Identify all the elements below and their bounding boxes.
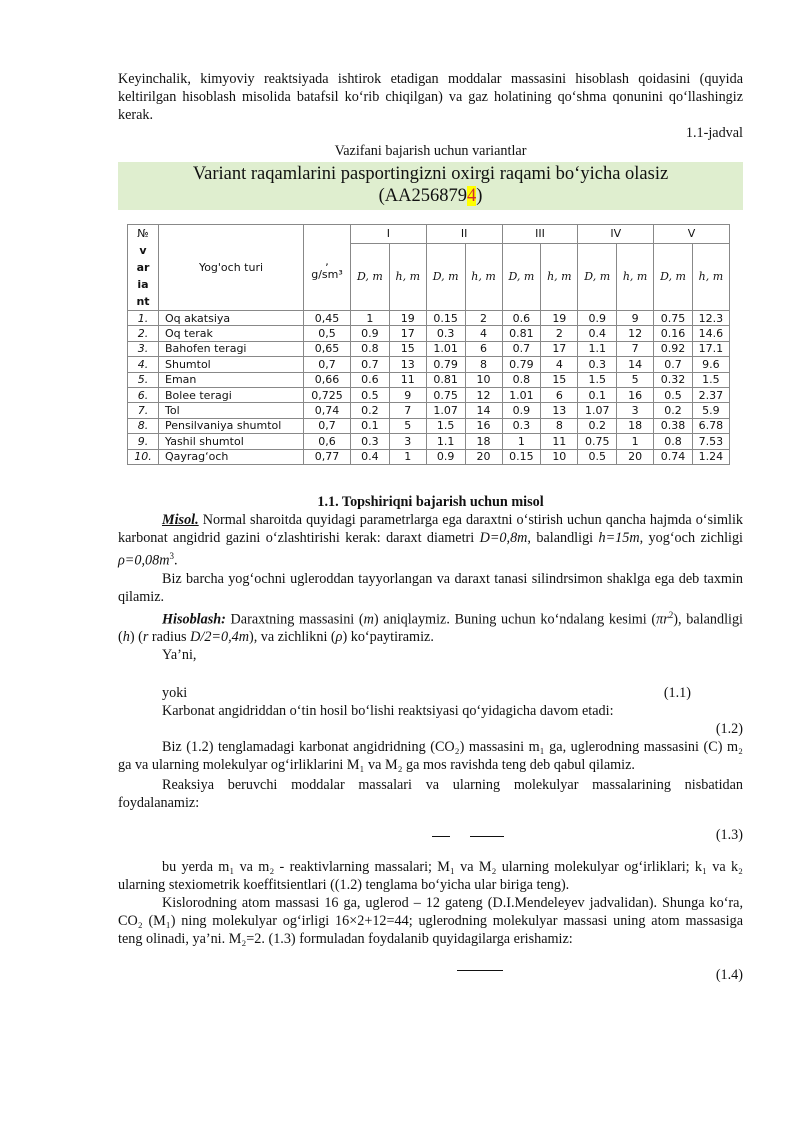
row-number: 4. [128, 357, 159, 372]
diameter-cell: 1 [351, 311, 390, 326]
table-caption: Vazifani bajarish uchun variantlar [334, 143, 527, 159]
table-row [128, 449, 730, 464]
diameter-cell: 0.79 [426, 357, 465, 372]
diameter-cell: 0.16 [654, 326, 693, 341]
height-cell: 16 [465, 418, 502, 433]
header-group-3: III [502, 225, 578, 244]
height-cell: 2 [465, 311, 502, 326]
density-cell: 0,45 [304, 311, 351, 326]
height-cell: 10 [465, 372, 502, 387]
height-cell: 20 [617, 449, 654, 464]
diameter-cell: 0.6 [502, 311, 541, 326]
diameter-cell: 0.8 [351, 341, 390, 356]
diameter-cell: 0.9 [351, 326, 390, 341]
wood-type-cell: Bahofen teragi [159, 341, 304, 356]
height-cell: 8 [465, 357, 502, 372]
height-cell: 6.78 [692, 418, 729, 433]
height-cell: 7.53 [692, 434, 729, 449]
yani-line: Ya’ni, [162, 647, 197, 664]
height-cell: 7 [389, 403, 426, 418]
fraction-bar [470, 836, 504, 837]
header-h: h, m [541, 243, 578, 310]
row-number: 9. [128, 434, 159, 449]
height-cell: 5 [389, 418, 426, 433]
intro-paragraph: Keyinchalik, kimyoviy reaktsiyada ishtirok etadigan moddalar massasini hisoblash qoidasini (quyida keltirilgan hisoblash misolida batafsil ko‘rib chiqilgan) va gaz holatining qo‘shma qonunini qo‘llashingiz kerak. [118, 71, 743, 123]
diameter-cell: 0.8 [654, 434, 693, 449]
table-row [128, 418, 730, 433]
wood-type-cell: Shumtol [159, 357, 304, 372]
diameter-cell: 1.1 [578, 341, 617, 356]
diameter-cell: 0.3 [426, 326, 465, 341]
diameter-cell: 0.5 [654, 387, 693, 402]
header-wood-type: Yog'och turi [159, 225, 304, 311]
equation-number-1: (1.1) [663, 685, 691, 702]
diameter-cell: 0.2 [578, 418, 617, 433]
table-row [128, 341, 730, 356]
diameter-cell: 0.5 [351, 387, 390, 402]
diameter-cell: 0.9 [502, 403, 541, 418]
diameter-cell: 0.81 [502, 326, 541, 341]
equation-number-3: (1.3) [715, 827, 743, 844]
assumption-paragraph: Biz barcha yog‘ochni ugleroddan tayyorlangan va daraxt tanasi silindrsimon shaklga ega deb taxmin qilamiz. [118, 570, 743, 605]
row-number: 1. [128, 311, 159, 326]
diameter-cell: 1.01 [502, 387, 541, 402]
height-cell: 16 [617, 387, 654, 402]
height-cell: 17 [389, 326, 426, 341]
height-cell: 9 [389, 387, 426, 402]
header-h: h, m [692, 243, 729, 310]
header-D: D, m [578, 243, 617, 310]
row-number: 10. [128, 449, 159, 464]
variant-banner [118, 162, 743, 210]
table-row [128, 326, 730, 341]
reaction-ratio-paragraph: Reaksiya beruvchi moddalar massalari va ularning molekulyar massalarining nisbatidan foydalanamiz: [118, 777, 743, 812]
diameter-cell: 0.92 [654, 341, 693, 356]
height-cell: 1 [617, 434, 654, 449]
wood-type-cell: Oq terak [159, 326, 304, 341]
diameter-cell: 0.75 [578, 434, 617, 449]
header-h: h, m [465, 243, 502, 310]
table-row [128, 387, 730, 402]
diameter-cell: 0.32 [654, 372, 693, 387]
height-cell: 10 [541, 449, 578, 464]
height-cell: 4 [465, 326, 502, 341]
atomic-mass-paragraph: Kislorodning atom massasi 16 ga, uglerod – 12 gateng (D.I.Mendeleyev jadvalidan). Shunga ko‘ra, CO₂ (M₁) ning molekulyar og‘irligi 16×2+12=44; uglerodning molekulyar massasi uning atom massasiga teng olinadi, ya’ni. M₂=2. (1.3) formuladan foydalanib quyidagilarga erishamiz: [118, 895, 743, 948]
header-D: D, m [351, 243, 390, 310]
height-cell: 3 [617, 403, 654, 418]
density-cell: 0,74 [304, 403, 351, 418]
calculation-paragraph: Hisoblash: Daraxtning massasini (m) aniqlaymiz. Buning uchun ko‘ndalang kesimi $(\pi r^2)$, balandligi (h) (r radius D/2=0,4m), va zichlikni (ρ) ko‘paytiramiz. [118, 609, 743, 646]
banner-line1: Variant raqamlarini pasportingizni oxirgi raqami bo‘yicha olasiz [192, 164, 669, 184]
diameter-cell: 0.1 [351, 418, 390, 433]
diameter-cell: 0.7 [502, 341, 541, 356]
height-cell: 1.24 [692, 449, 729, 464]
formula-1-row [118, 684, 743, 702]
height-cell: 14 [617, 357, 654, 372]
table-row [128, 434, 730, 449]
height-cell: 6 [465, 341, 502, 356]
height-cell: 15 [541, 372, 578, 387]
height-cell: 14.6 [692, 326, 729, 341]
misol-paragraph: Misol. Normal sharoitda quyidagi parametrlarga ega daraxtni o‘stirish uchun qancha hajmda o‘simlik karbonat angidrid gazini o‘zlashtirishi kerak: daraxt diametri D=0,8m, balandligi h=15m, yog‘och zichligi $\rho=0,08m^3$. [118, 511, 743, 569]
table-row [128, 311, 730, 326]
equation-number-4: (1.4) [715, 967, 743, 984]
diameter-cell: 1.01 [426, 341, 465, 356]
diameter-cell: 0.9 [578, 311, 617, 326]
equation-number-2: (1.2) [715, 721, 743, 738]
height-cell: 11 [541, 434, 578, 449]
height-cell: 20 [465, 449, 502, 464]
height-cell: 17 [541, 341, 578, 356]
header-group-1: I [351, 225, 427, 244]
diameter-cell: 0.3 [502, 418, 541, 433]
diameter-cell: 0.38 [654, 418, 693, 433]
height-cell: 13 [541, 403, 578, 418]
height-cell: 18 [617, 418, 654, 433]
wood-type-cell: Eman [159, 372, 304, 387]
diameter-cell: 0.15 [426, 311, 465, 326]
yoki-label: yoki [162, 685, 188, 702]
diameter-cell: 0.8 [502, 372, 541, 387]
diameter-cell: 0.15 [502, 449, 541, 464]
header-density: , g/sm³ [304, 225, 351, 311]
wood-type-cell: Pensilvaniya shumtol [159, 418, 304, 433]
height-cell: 17.1 [692, 341, 729, 356]
row-number: 7. [128, 403, 159, 418]
diameter-cell: 0.2 [351, 403, 390, 418]
header-variant-number: № v ar ia nt [128, 225, 159, 311]
table-label: 1.1-jadval [685, 125, 743, 141]
wood-type-cell: Qayrag‘och [159, 449, 304, 464]
diameter-cell: 0.9 [426, 449, 465, 464]
density-cell: 0,7 [304, 357, 351, 372]
density-cell: 0,77 [304, 449, 351, 464]
diameter-cell: 0.75 [426, 387, 465, 402]
table-body [128, 311, 730, 465]
density-cell: 0,6 [304, 434, 351, 449]
table-row [128, 403, 730, 418]
height-cell: 3 [389, 434, 426, 449]
diameter-cell: 1.5 [578, 372, 617, 387]
row-number: 5. [128, 372, 159, 387]
height-cell: 5 [617, 372, 654, 387]
wood-type-cell: Bolee teragi [159, 387, 304, 402]
height-cell: 12 [617, 326, 654, 341]
density-cell: 0,7 [304, 418, 351, 433]
height-cell: 2.37 [692, 387, 729, 402]
table-row [128, 372, 730, 387]
wood-type-cell: Yashil shumtol [159, 434, 304, 449]
height-cell: 6 [541, 387, 578, 402]
diameter-cell: 1.07 [426, 403, 465, 418]
section-title: 1.1. Topshiriqni bajarish uchun misol [317, 493, 544, 510]
diameter-cell: 0.7 [351, 357, 390, 372]
formula-4-fraction [118, 960, 503, 984]
height-cell: 1.5 [692, 372, 729, 387]
document-page [118, 70, 743, 984]
height-cell: 12 [465, 387, 502, 402]
diameter-cell: 0.81 [426, 372, 465, 387]
height-cell: 2 [541, 326, 578, 341]
density-cell: 0,5 [304, 326, 351, 341]
wood-type-cell: Oq akatsiya [159, 311, 304, 326]
height-cell: 19 [541, 311, 578, 326]
diameter-cell: 1.1 [426, 434, 465, 449]
diameter-cell: 1.07 [578, 403, 617, 418]
header-h: h, m [389, 243, 426, 310]
diameter-cell: 0.75 [654, 311, 693, 326]
variants-table [127, 224, 730, 465]
row-number: 2. [128, 326, 159, 341]
height-cell: 14 [465, 403, 502, 418]
height-cell: 7 [617, 341, 654, 356]
height-cell: 15 [389, 341, 426, 356]
definitions-paragraph: Biz (1.2) tenglamadagi karbonat angidridning (CO₂) massasini m₁ ga, uglerodning massasini (C) m₂ ga va ularning molekulyar og‘irliklarini M₁ va M₂ ga mos ravishda teng deb qabul qilamiz. [118, 739, 743, 774]
height-cell: 11 [389, 372, 426, 387]
formula-4-row [118, 960, 743, 984]
header-group-4: IV [578, 225, 654, 244]
diameter-cell: 0.2 [654, 403, 693, 418]
diameter-cell: 0.4 [578, 326, 617, 341]
header-group-2: II [426, 225, 502, 244]
fraction-bar [432, 836, 450, 837]
height-cell: 9.6 [692, 357, 729, 372]
diameter-cell: 0.7 [654, 357, 693, 372]
diameter-cell: 0.3 [351, 434, 390, 449]
diameter-cell: 0.3 [578, 357, 617, 372]
reaction-paragraph: Karbonat angidriddan o‘tin hosil bo‘lishi reaktsiyasi qo‘yidagicha davom etadi: [162, 703, 614, 720]
wood-type-cell: Tol [159, 403, 304, 418]
height-cell: 4 [541, 357, 578, 372]
diameter-cell: 1.5 [426, 418, 465, 433]
density-cell: 0,66 [304, 372, 351, 387]
row-number: 8. [128, 418, 159, 433]
diameter-cell: 0.79 [502, 357, 541, 372]
header-D: D, m [502, 243, 541, 310]
diameter-cell: 0.1 [578, 387, 617, 402]
formula-3-fractions [118, 826, 504, 844]
row-number: 3. [128, 341, 159, 356]
height-cell: 5.9 [692, 403, 729, 418]
height-cell: 1 [389, 449, 426, 464]
highlighted-digit: 4 [466, 186, 477, 206]
density-cell: 0,65 [304, 341, 351, 356]
header-group-5: V [654, 225, 730, 244]
header-D: D, m [426, 243, 465, 310]
formula-3-row [118, 826, 743, 844]
height-cell: 19 [389, 311, 426, 326]
where-paragraph: bu yerda m₁ va m₂ - reaktivlarning massalari; M₁ va M₂ ularning molekulyar og‘irliklari; k₁ va k₂ ularning stexiometrik koeffitsientlari ((1.2) tenglama bo‘yicha ular biriga teng). [118, 859, 743, 894]
row-number: 6. [128, 387, 159, 402]
fraction-bar [457, 970, 503, 971]
diameter-cell: 1 [502, 434, 541, 449]
diameter-cell: 0.4 [351, 449, 390, 464]
diameter-cell: 0.74 [654, 449, 693, 464]
height-cell: 13 [389, 357, 426, 372]
height-cell: 12.3 [692, 311, 729, 326]
header-D: D, m [654, 243, 693, 310]
banner-code: (AA2568794) [378, 186, 483, 206]
density-cell: 0,725 [304, 387, 351, 402]
table-row [128, 357, 730, 372]
header-h: h, m [617, 243, 654, 310]
diameter-cell: 0.5 [578, 449, 617, 464]
height-cell: 8 [541, 418, 578, 433]
height-cell: 9 [617, 311, 654, 326]
diameter-cell: 0.6 [351, 372, 390, 387]
height-cell: 18 [465, 434, 502, 449]
